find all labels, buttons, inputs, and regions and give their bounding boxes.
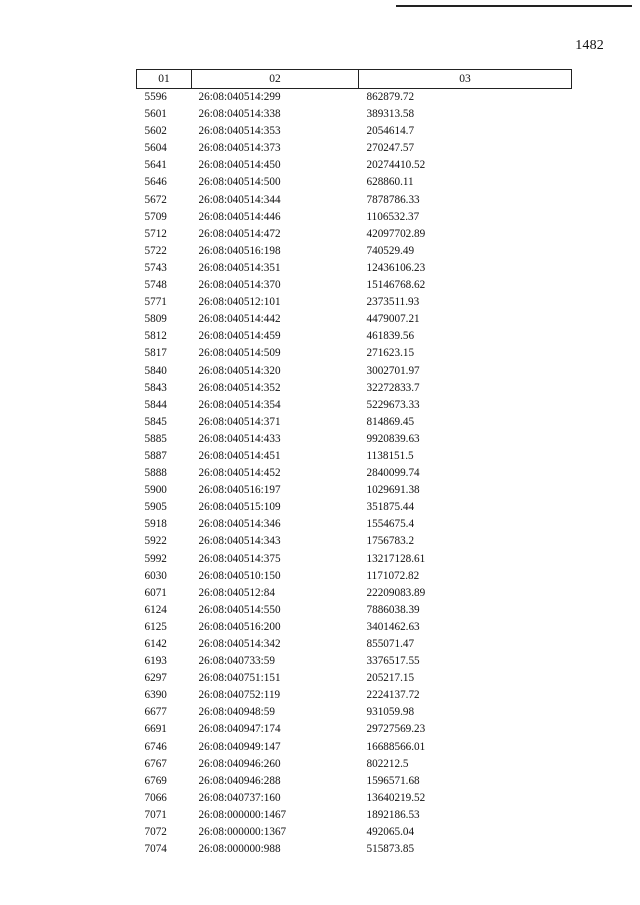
table-row — [137, 311, 572, 328]
table-cell-col-01: 5602 — [144, 125, 167, 138]
table-row — [137, 226, 572, 243]
table-cell-col-01: 5888 — [144, 467, 167, 480]
table-cell-col-03: 862879.72 — [366, 91, 415, 103]
table-row — [137, 192, 572, 209]
table-row — [137, 414, 572, 431]
table-cell-col-02: 26:08:040515:109 — [198, 501, 281, 514]
table-cell-col-03: 29727569.23 — [366, 723, 426, 736]
table-row — [137, 345, 572, 362]
table-cell-col-01: 6124 — [144, 603, 167, 616]
table-cell-col-01: 6767 — [144, 757, 167, 770]
table-cell-col-02: 26:08:040516:200 — [198, 620, 281, 633]
table-cell-col-01: 5887 — [144, 449, 167, 462]
table-cell-col-01: 7072 — [144, 826, 167, 839]
table-header — [137, 70, 572, 89]
table-cell-col-02: 26:08:040514:509 — [198, 347, 281, 360]
table-cell-col-02: 26:08:040514:354 — [198, 398, 281, 411]
table-cell-col-01: 5992 — [144, 552, 167, 565]
table-cell-col-02: 26:08:040514:344 — [198, 193, 281, 206]
table-cell-col-02: 26:08:000000:988 — [198, 843, 281, 856]
table-cell-col-02: 26:08:040514:459 — [198, 330, 281, 343]
table-row — [137, 243, 572, 260]
table-cell-col-02: 26:08:040733:59 — [198, 655, 275, 668]
table-cell-col-01: 5604 — [144, 142, 167, 155]
table-cell-col-03: 814869.45 — [366, 415, 415, 428]
table-row — [137, 397, 572, 414]
table-cell-col-01: 6769 — [144, 774, 167, 787]
table-row — [137, 106, 572, 123]
column-header-02: 02 — [192, 70, 359, 89]
table-cell-col-02: 26:08:040514:346 — [198, 518, 281, 531]
table-cell-col-01: 5712 — [144, 227, 167, 240]
table-cell-col-03: 7878786.33 — [366, 193, 420, 206]
table-cell-col-03: 515873.85 — [366, 843, 415, 856]
table-cell-col-01: 6125 — [144, 620, 167, 633]
table-cell-col-03: 389313.58 — [366, 108, 415, 121]
table-cell-col-02: 26:08:040514:446 — [198, 210, 281, 223]
table-cell-col-03: 802212.5 — [366, 757, 409, 770]
table-cell-col-02: 26:08:040737:160 — [198, 791, 281, 804]
table-cell-col-01: 6691 — [144, 723, 167, 736]
table-cell-col-02: 26:08:040514:433 — [198, 432, 281, 445]
table-cell-col-03: 2224137.72 — [366, 689, 420, 702]
table-cell-col-01: 5922 — [144, 535, 167, 548]
table-row — [137, 551, 572, 568]
table-cell-col-03: 205217.15 — [366, 672, 415, 685]
table-cell-col-03: 931059.98 — [366, 706, 415, 719]
table-cell-col-03: 12436106.23 — [366, 261, 426, 274]
table-cell-col-03: 32272833.7 — [366, 381, 420, 394]
table-row — [137, 824, 572, 841]
table-row — [137, 670, 572, 687]
table-row — [137, 294, 572, 311]
table-body — [137, 89, 572, 859]
table-row — [137, 157, 572, 174]
table-cell-col-02: 26:08:040514:353 — [198, 125, 281, 138]
table-cell-col-01: 5596 — [144, 91, 167, 103]
table-cell-col-02: 26:08:040514:500 — [198, 176, 281, 189]
table-cell-col-02: 26:08:040514:373 — [198, 142, 281, 155]
table-cell-col-03: 3376517.55 — [366, 655, 420, 668]
table-cell-col-01: 5843 — [144, 381, 167, 394]
table-cell-col-01: 6030 — [144, 569, 167, 582]
table-cell-col-03: 1171072.82 — [366, 569, 420, 582]
table-cell-col-03: 740529.49 — [366, 244, 415, 257]
table-cell-col-01: 7074 — [144, 843, 167, 856]
table-cell-col-02: 26:08:040514:343 — [198, 535, 281, 548]
table-cell-col-01: 5809 — [144, 313, 167, 326]
table-cell-col-01: 5844 — [144, 398, 167, 411]
table-cell-col-01: 6297 — [144, 672, 167, 685]
table-cell-col-03: 13217128.61 — [366, 552, 426, 565]
table-row — [137, 260, 572, 277]
table-cell-col-03: 4479007.21 — [366, 313, 420, 326]
table-cell-col-03: 7886038.39 — [366, 603, 420, 616]
table-cell-col-02: 26:08:000000:1367 — [198, 826, 287, 839]
table-row — [137, 687, 572, 704]
table-cell-col-02: 26:08:040514:299 — [198, 91, 281, 103]
table-cell-col-03: 351875.44 — [366, 501, 415, 514]
table-row — [137, 140, 572, 157]
table-cell-col-01: 5672 — [144, 193, 167, 206]
table-cell-col-01: 5771 — [144, 296, 167, 309]
table-cell-col-01: 5601 — [144, 108, 167, 121]
table-row — [137, 602, 572, 619]
table-row — [137, 721, 572, 738]
table-cell-col-03: 1892186.53 — [366, 808, 420, 821]
table-row — [137, 363, 572, 380]
table-row — [137, 482, 572, 499]
table-row — [137, 619, 572, 636]
table-cell-col-02: 26:08:040514:450 — [198, 159, 281, 172]
table-cell-col-02: 26:08:040514:352 — [198, 381, 281, 394]
table-cell-col-03: 9920839.63 — [366, 432, 420, 445]
table-cell-col-03: 22209083.89 — [366, 586, 426, 599]
table-row — [137, 841, 572, 858]
table-cell-col-03: 492065.04 — [366, 826, 415, 839]
table-cell-col-03: 1106532.37 — [366, 210, 420, 223]
table-cell-col-01: 5743 — [144, 261, 167, 274]
table-cell-col-03: 42097702.89 — [366, 227, 426, 240]
table-cell-col-03: 271623.15 — [366, 347, 415, 360]
table-row — [137, 704, 572, 721]
table-row — [137, 499, 572, 516]
table-cell-col-01: 6071 — [144, 586, 167, 599]
table-cell-col-02: 26:08:040510:150 — [198, 569, 281, 582]
table-cell-col-03: 20274410.52 — [366, 159, 426, 172]
table-cell-col-02: 26:08:040514:375 — [198, 552, 281, 565]
table-cell-col-02: 26:08:040949:147 — [198, 740, 281, 753]
table-row — [137, 756, 572, 773]
table-row — [137, 431, 572, 448]
table-cell-col-02: 26:08:040948:59 — [198, 706, 275, 719]
table-cell-col-01: 6746 — [144, 740, 167, 753]
table-cell-col-02: 26:08:040514:472 — [198, 227, 281, 240]
table-row — [137, 790, 572, 807]
table-cell-col-03: 13640219.52 — [366, 791, 426, 804]
table-cell-col-02: 26:08:040514:370 — [198, 279, 281, 292]
column-header-01: 01 — [137, 70, 192, 89]
table-cell-col-02: 26:08:040752:119 — [198, 689, 281, 702]
table-cell-col-02: 26:08:040514:338 — [198, 108, 281, 121]
table-row — [137, 516, 572, 533]
table-cell-col-03: 5229673.33 — [366, 398, 420, 411]
table-cell-col-03: 1756783.2 — [366, 535, 415, 548]
table-cell-col-03: 1029691.38 — [366, 484, 420, 497]
table-cell-col-02: 26:08:040751:151 — [198, 672, 281, 685]
table-cell-col-01: 5641 — [144, 159, 167, 172]
table-cell-col-01: 6390 — [144, 689, 167, 702]
table-row — [137, 807, 572, 824]
table-cell-col-03: 461839.56 — [366, 330, 415, 343]
table-row — [137, 174, 572, 191]
table-cell-col-02: 26:08:040516:198 — [198, 244, 281, 257]
table-cell-col-02: 26:08:040946:260 — [198, 757, 281, 770]
table-cell-col-03: 855071.47 — [366, 638, 415, 650]
table-cell-col-02: 26:08:040947:174 — [198, 723, 281, 736]
table-cell-col-03: 2373511.93 — [366, 296, 420, 309]
table-cell-col-02: 26:08:040512:84 — [198, 586, 275, 599]
table-cell-col-01: 5905 — [144, 501, 167, 514]
table-row — [137, 328, 572, 345]
table-row — [137, 448, 572, 465]
header-row — [137, 70, 572, 89]
table-cell-col-03: 15146768.62 — [366, 279, 426, 292]
table-cell-col-01: 5918 — [144, 518, 167, 531]
table-cell-col-02: 26:08:040514:342 — [198, 638, 281, 650]
table-cell-col-02: 26:08:040512:101 — [198, 296, 281, 309]
table-cell-col-01: 5709 — [144, 210, 167, 223]
table-row — [137, 653, 572, 670]
table-cell-col-01: 5900 — [144, 484, 167, 497]
table-cell-col-01: 5812 — [144, 330, 167, 343]
table-cell-col-03: 16688566.01 — [366, 740, 426, 753]
table-cell-col-02: 26:08:040514:451 — [198, 449, 281, 462]
table-cell-col-02: 26:08:040514:351 — [198, 261, 281, 274]
table-row — [137, 568, 572, 585]
table-cell-col-01: 6677 — [144, 706, 167, 719]
column-header-03: 03 — [359, 70, 572, 89]
table-cell-col-02: 26:08:040514:550 — [198, 603, 281, 616]
table-cell-col-03: 1554675.4 — [366, 518, 415, 531]
table-row — [137, 89, 572, 107]
table-cell-col-02: 26:08:040514:442 — [198, 313, 281, 326]
table-cell-col-02: 26:08:000000:1467 — [198, 808, 287, 821]
page-number: 1482 — [575, 38, 604, 53]
table-cell-col-01: 7066 — [144, 791, 167, 804]
table-cell-col-01: 6193 — [144, 655, 167, 668]
table-row — [137, 739, 572, 756]
table-cell-col-01: 5748 — [144, 279, 167, 292]
table-row — [137, 465, 572, 482]
table-cell-col-03: 1138151.5 — [366, 449, 414, 462]
table-row — [137, 209, 572, 226]
table-cell-col-01: 5840 — [144, 364, 167, 377]
table-cell-col-03: 628860.11 — [366, 176, 414, 189]
table-row — [137, 380, 572, 397]
table-cell-col-03: 3401462.63 — [366, 620, 420, 633]
table-cell-col-03: 2840099.74 — [366, 467, 420, 480]
table-row — [137, 123, 572, 140]
table-cell-col-03: 1596571.68 — [366, 774, 420, 787]
table-cell-col-01: 5817 — [144, 347, 167, 360]
table-row — [137, 636, 572, 653]
table-row — [137, 585, 572, 602]
table-cell-col-01: 5845 — [144, 415, 167, 428]
table-cell-col-03: 3002701.97 — [366, 364, 420, 377]
table-row — [137, 533, 572, 550]
table-cell-col-03: 2054614.7 — [366, 125, 415, 138]
table-row — [137, 277, 572, 294]
table-cell-col-01: 7071 — [144, 808, 167, 821]
table-cell-col-02: 26:08:040514:371 — [198, 415, 281, 428]
table-cell-col-01: 6142 — [144, 638, 167, 650]
table-cell-col-02: 26:08:040514:320 — [198, 364, 281, 377]
table-cell-col-02: 26:08:040516:197 — [198, 484, 281, 497]
table-cell-col-01: 5646 — [144, 176, 167, 189]
table-row — [137, 773, 572, 790]
registry-table — [136, 69, 572, 858]
table-cell-col-02: 26:08:040946:288 — [198, 774, 281, 787]
table-cell-col-03: 270247.57 — [366, 142, 415, 155]
table-cell-col-02: 26:08:040514:452 — [198, 467, 281, 480]
table-cell-col-01: 5885 — [144, 432, 167, 445]
table-cell-col-01: 5722 — [144, 244, 167, 257]
header-rule — [396, 5, 632, 7]
